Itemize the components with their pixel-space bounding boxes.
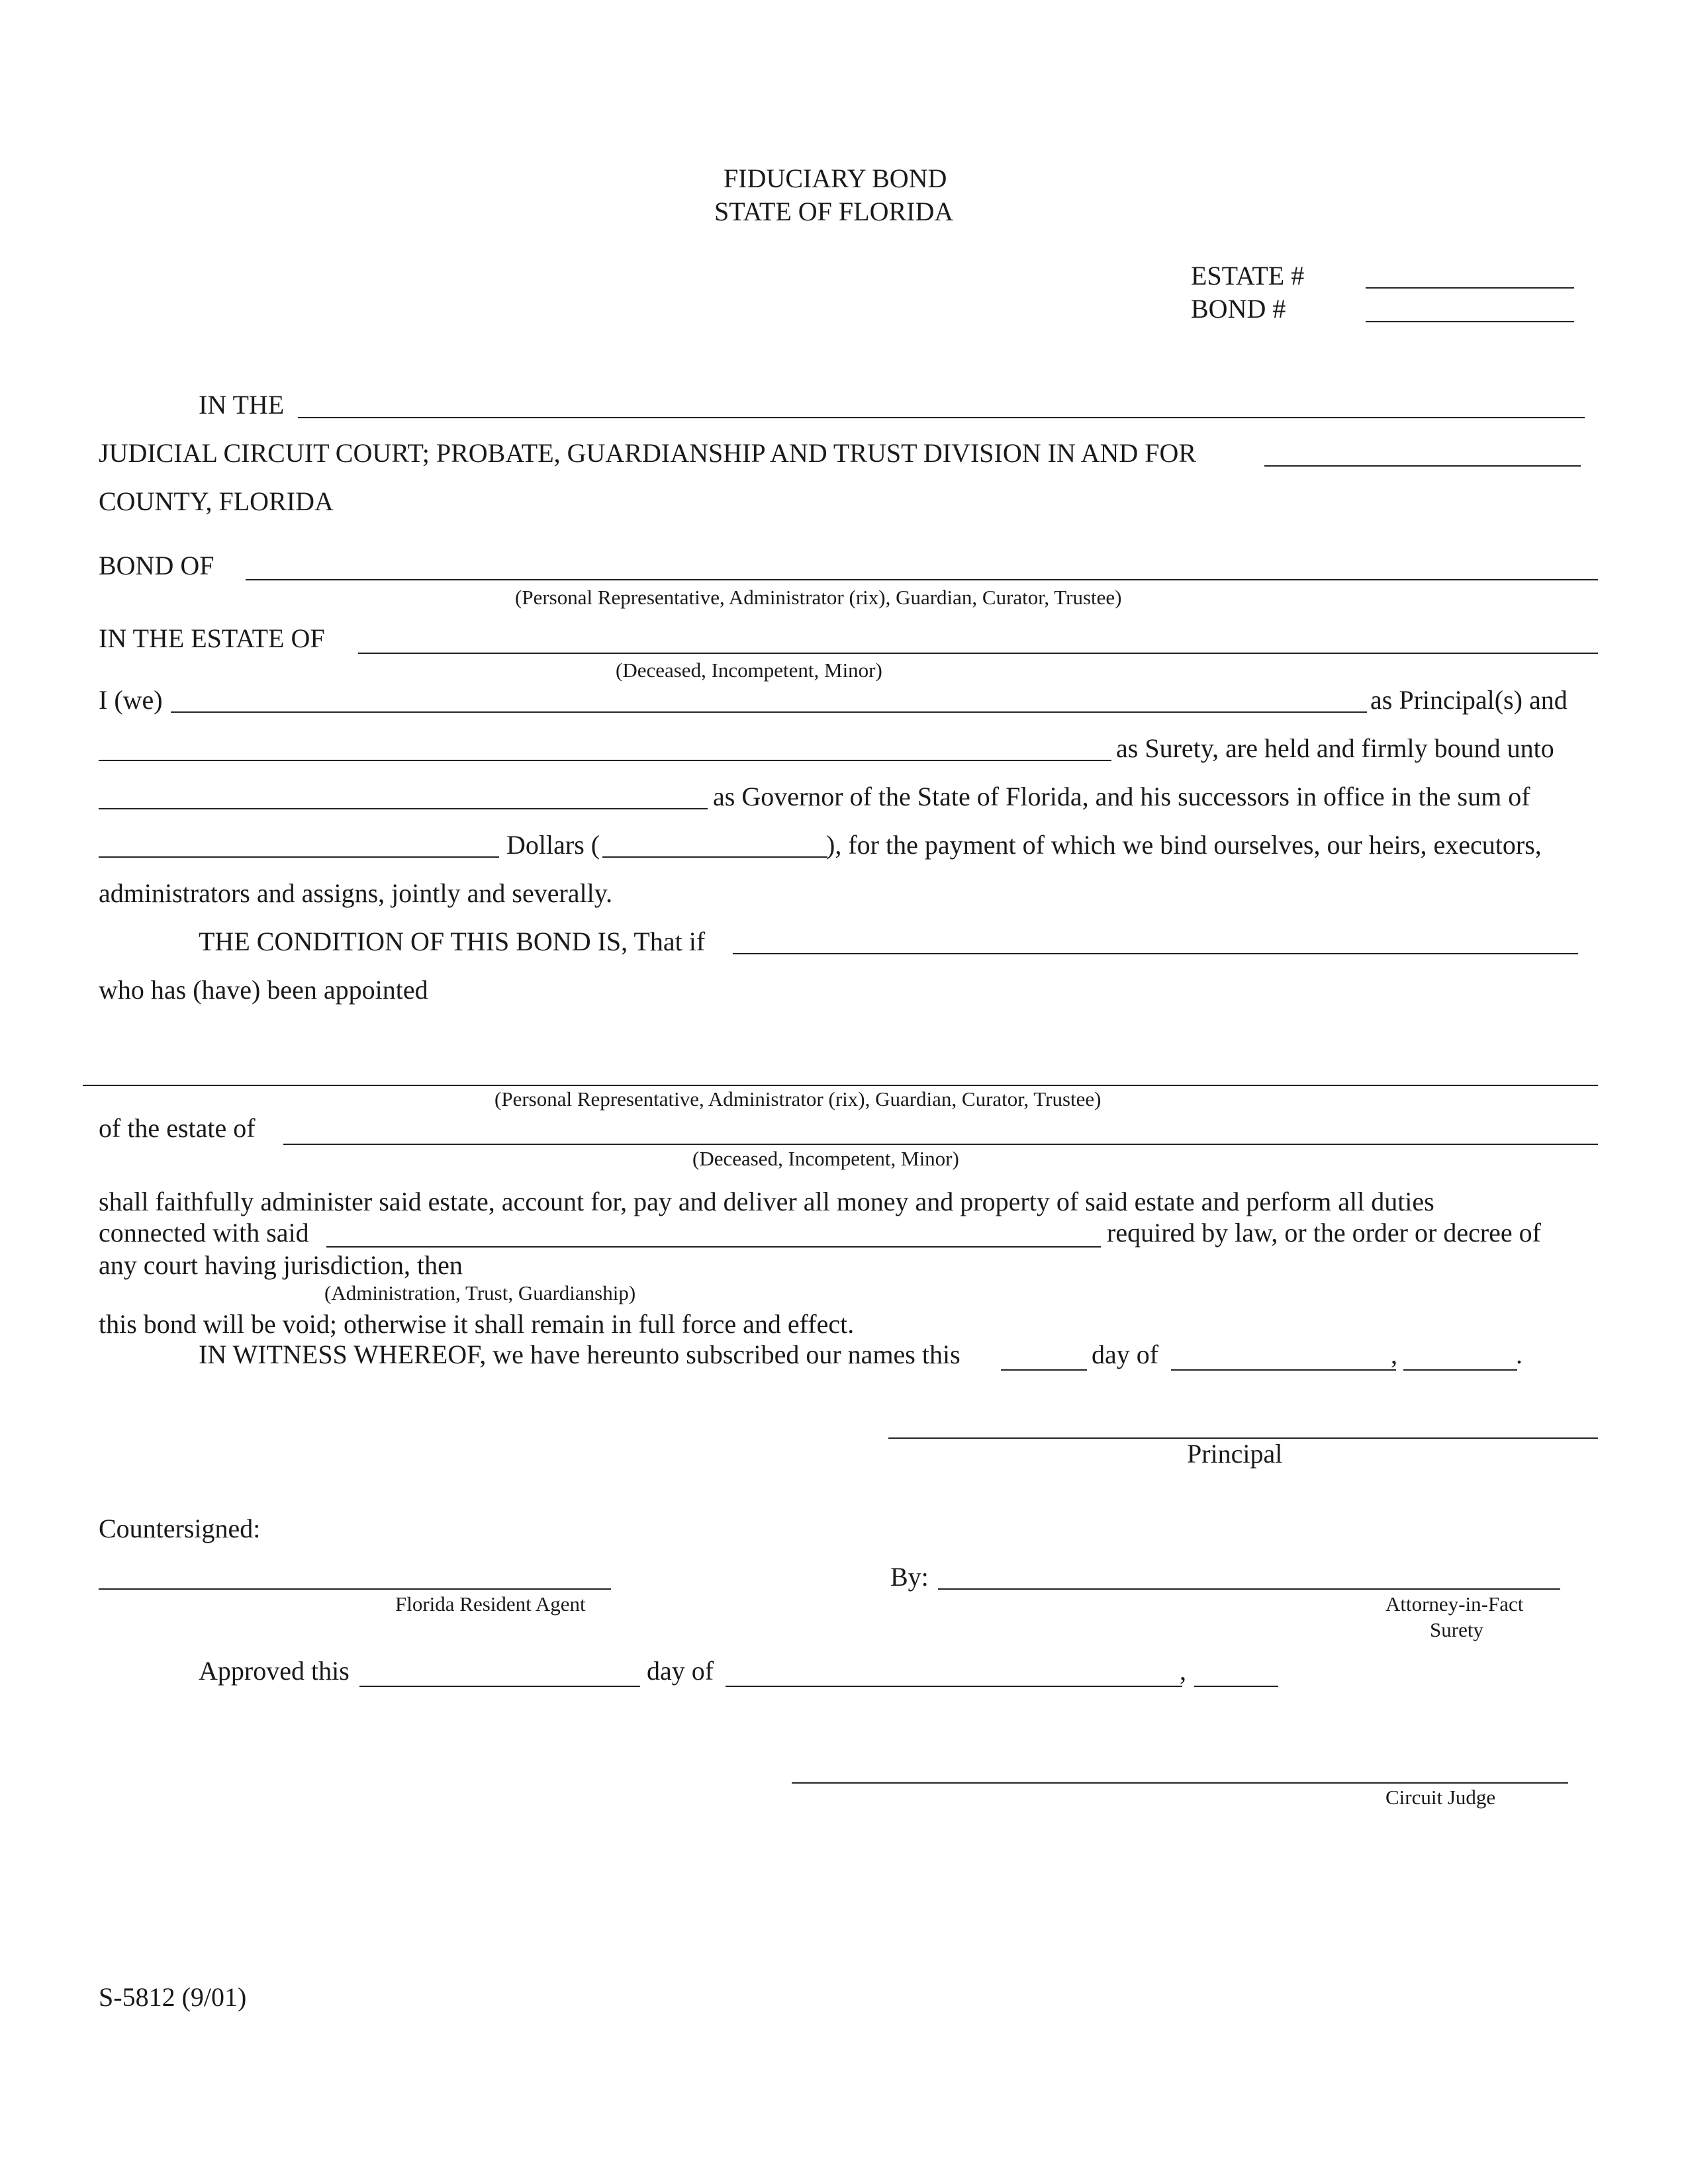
witness-comma: , [1391,1340,1397,1369]
approved-month-field[interactable] [726,1686,1182,1687]
condition-field[interactable] [733,953,1578,954]
judge-signature-field[interactable] [792,1782,1568,1784]
circuit-judge-label: Circuit Judge [1385,1786,1496,1809]
administration-type-hint: (Administration, Trust, Guardianship) [324,1281,636,1304]
estate-of-lower-field[interactable] [283,1144,1598,1145]
surety-label: Surety [1430,1618,1483,1641]
estate-number-label: ESTATE # [1191,261,1305,291]
appointed-as-hint: (Personal Representative, Administrator (rix), Guardian, Curator, Trustee) [494,1087,1102,1111]
bond-of-label: BOND OF [99,551,214,580]
required-text: required by law, or the order or decree of [1107,1218,1541,1248]
estate-number-field[interactable] [1366,287,1574,289]
in-the-label: IN THE [199,390,285,420]
county-field[interactable] [1264,465,1581,467]
form-subtitle: STATE OF FLORIDA [714,197,954,226]
bond-of-hint: (Personal Representative, Administrator (rix), Guardian, Curator, Trustee) [515,586,1122,609]
connected-text: connected with said [99,1218,309,1248]
approved-day-field[interactable] [359,1686,640,1687]
principal-field[interactable] [171,711,1367,713]
estate-of-hint: (Deceased, Incompetent, Minor) [616,659,882,682]
assigns-text: administrators and assigns, jointly and severally. [99,878,613,908]
principal-signature-label: Principal [1187,1439,1283,1469]
bond-of-field[interactable] [246,579,1598,580]
form-title: FIDUCIARY BOND [724,163,947,193]
county-text: COUNTY, FLORIDA [99,486,334,516]
governor-field[interactable] [99,808,708,809]
condition-label: THE CONDITION OF THIS BOND IS, That if [199,927,706,956]
countersigned-label: Countersigned: [99,1514,261,1543]
i-we-label: I (we) [99,685,163,715]
appointed-as-field[interactable] [83,1085,1598,1086]
witness-year-field[interactable] [1403,1369,1517,1371]
as-principal-text: as Principal(s) and [1370,685,1568,715]
attorney-signature-field[interactable] [938,1588,1560,1590]
resident-agent-signature-field[interactable] [99,1588,611,1590]
approved-this-label: Approved this [199,1656,350,1686]
approved-year-field[interactable] [1194,1686,1278,1687]
bond-number-field[interactable] [1366,321,1574,322]
void-text: this bond will be void; otherwise it shall remain in full force and effect. [99,1309,855,1339]
jurisdiction-text: any court having jurisdiction, then [99,1250,463,1280]
witness-day-field[interactable] [1001,1369,1087,1371]
amount-words-field[interactable] [99,856,499,858]
witness-period: . [1516,1340,1523,1369]
circuit-field[interactable] [298,417,1585,418]
duties-text: shall faithfully administer said estate, account for, pay and deliver all money and property of said estate and perform all duties [99,1187,1434,1216]
witness-text: IN WITNESS WHEREOF, we have hereunto subscribed our names this [199,1340,961,1369]
by-label: By: [890,1562,929,1592]
surety-field[interactable] [99,760,1111,761]
estate-of-label: IN THE ESTATE OF [99,623,325,653]
as-surety-text: as Surety, are held and firmly bound unto [1116,733,1554,763]
division-text: JUDICIAL CIRCUIT COURT; PROBATE, GUARDIANSHIP AND TRUST DIVISION IN AND FOR [99,438,1197,468]
witness-day-of-text: day of [1092,1340,1159,1369]
estate-of-lower-label: of the estate of [99,1113,256,1143]
form-number: S-5812 (9/01) [99,1982,247,2012]
dollars-text: Dollars ( [506,830,600,860]
administration-type-field[interactable] [326,1246,1101,1248]
estate-of-lower-hint: (Deceased, Incompetent, Minor) [692,1147,959,1170]
approved-comma: , [1180,1656,1186,1686]
approved-day-of-text: day of [647,1656,714,1686]
estate-of-field[interactable] [358,653,1598,654]
as-governor-text: as Governor of the State of Florida, and his successors in office in the sum of [713,782,1530,811]
witness-month-field[interactable] [1171,1369,1396,1371]
bond-number-label: BOND # [1191,294,1286,324]
binding-text: ), for the payment of which we bind ourselves, our heirs, executors, [826,830,1542,860]
appointed-text: who has (have) been appointed [99,975,428,1005]
attorney-in-fact-label: Attorney-in-Fact [1385,1592,1524,1615]
amount-number-field[interactable] [602,856,827,858]
resident-agent-label: Florida Resident Agent [395,1592,586,1615]
